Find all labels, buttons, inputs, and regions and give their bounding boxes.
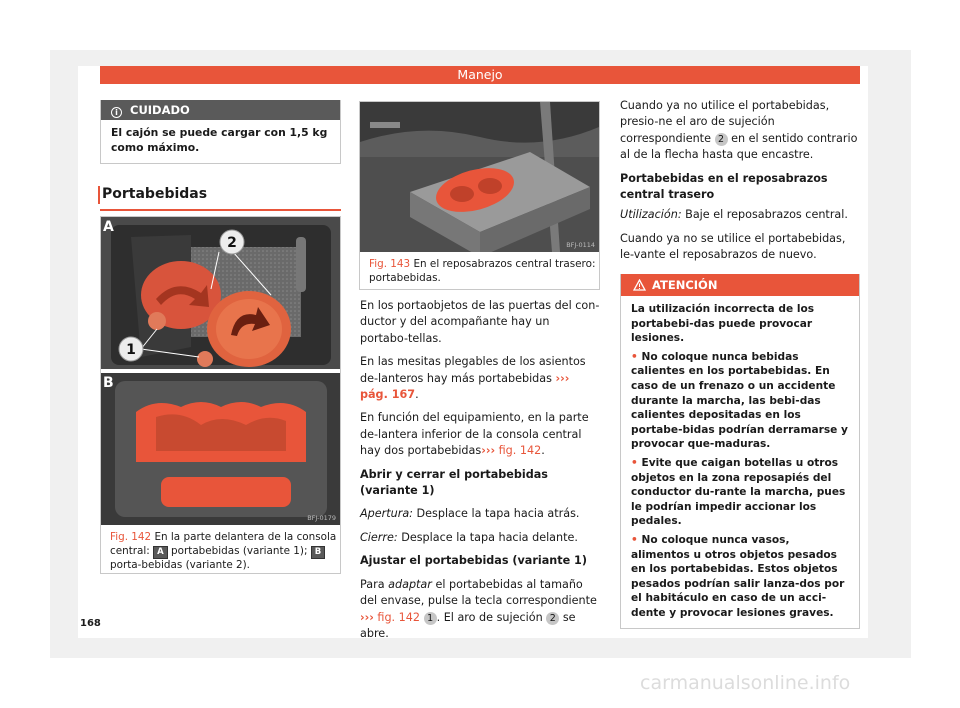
warning-header xyxy=(621,274,859,296)
subheading: Abrir y cerrar el portabebidas (variante 1) xyxy=(360,467,548,498)
subheading: Ajustar el portabebidas (variante 1) xyxy=(360,554,587,568)
chapter-header: Manejo xyxy=(100,66,860,84)
warning-bullet: • Evite que caigan botellas u otros objetos en la zona reposapiés del conductor du-rante la marcha, pues le podrían impedir accionar los pedales. xyxy=(631,456,846,528)
figure-link[interactable]: fig. 142 xyxy=(377,610,421,624)
caution-header xyxy=(101,100,340,120)
paragraph: Apertura: Desplace la tapa hacia atrás. xyxy=(360,507,580,521)
warning-body xyxy=(621,296,859,628)
paragraph: Para adaptar el portabebidas al tamaño del envase, pulse la tecla correspondiente ››› fig. 142 1 . El aro de sujeción 2 se abre. xyxy=(360,577,597,640)
section-title: Portabebidas xyxy=(100,186,341,211)
warning-box xyxy=(620,274,860,629)
info-circle-icon: i xyxy=(111,107,122,118)
paragraph: En las mesitas plegables de los asientos de-lanteros hay más portabebidas ››› pág. 167. xyxy=(360,355,586,402)
figure-142-image xyxy=(101,217,340,525)
subheading: Portabebidas en el reposabrazos central trasero xyxy=(620,171,828,202)
figure-link[interactable]: fig. 142 xyxy=(498,444,542,458)
svg-text:1: 1 xyxy=(126,342,136,358)
caution-text: El cajón se puede cargar con 1,5 kg como máximo. xyxy=(111,126,328,154)
svg-text:2: 2 xyxy=(227,235,237,251)
figure-143-caption: Fig. 143 En el reposabrazos central trasero: portabebidas. xyxy=(369,258,596,284)
paragraph: En función del equipamiento, en la parte de-lantera inferior de la consola central hay dos portabebidas››› fig. 142. xyxy=(360,411,589,458)
image-code: BFJ-0179 xyxy=(307,514,336,522)
warning-bullet: • No coloque nunca vasos, alimentos u otros objetos pesados en los portabebidas. Estos objetos pesados podrían salir lanza-dos por el habitáculo en caso de un acci-dente y provocar lesiones graves. xyxy=(631,533,845,619)
middle-column xyxy=(360,298,600,649)
paragraph: Utilización: Baje el reposabrazos central. xyxy=(620,208,848,222)
paragraph: En los portaobjetos de las puertas del con-ductor y del acompañante hay un portabo-tellas. xyxy=(360,299,600,345)
page-number: 168 xyxy=(80,618,101,629)
caution-title: CUIDADO xyxy=(130,103,190,117)
caution-box xyxy=(100,100,341,164)
watermark: carmanualsonline.info xyxy=(640,672,851,694)
warning-intro: La utilización incorrecta de los portabebi-das puede provocar lesiones. xyxy=(631,303,815,345)
paragraph: Cuando ya no se utilice el portabebidas, le-vante el reposabrazos de nuevo. xyxy=(620,231,846,262)
right-column xyxy=(620,98,860,271)
figure-143-image xyxy=(360,102,599,252)
figure-142-caption: Fig. 142 En la parte delantera de la consola central: A portabebidas (variante 1); B porta-bebidas (variante 2). xyxy=(110,531,337,571)
paragraph: Cierre: Desplace la tapa hacia delante. xyxy=(360,530,578,544)
warning-title: ATENCIÓN xyxy=(652,278,718,292)
warning-triangle-icon xyxy=(633,276,646,298)
image-code: BFJ-0114 xyxy=(566,241,595,249)
figure-label-a: A xyxy=(103,219,114,235)
warning-bullet: • No coloque nunca bebidas calientes en los portabebidas. En caso de un frenazo o un accidente durante la marcha, las bebi-das calientes depositadas en los portabe-bidas podrían derramarse y provocar que-maduras. xyxy=(631,350,848,451)
figure-label-b: B xyxy=(103,375,114,391)
paragraph: Cuando ya no utilice el portabebidas, presio-ne el aro de sujeción correspondiente 2 en el sentido contrario al de la flecha hasta que encastre. xyxy=(620,99,858,162)
page-link[interactable]: pág. 167 xyxy=(360,388,416,402)
